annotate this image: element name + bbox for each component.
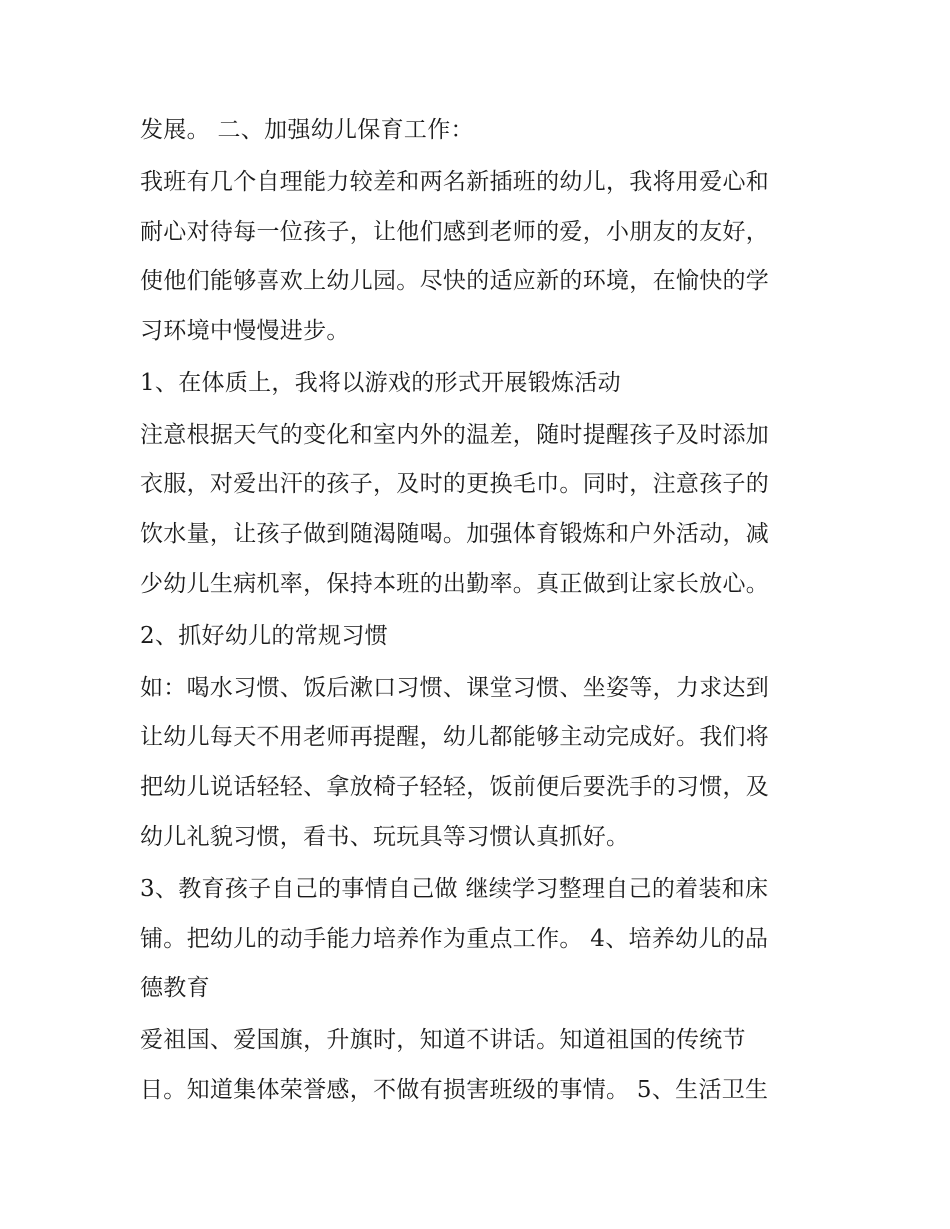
text-line: 2、抓好幼儿的常规习惯 <box>140 623 388 649</box>
text-line: 少幼儿生病机率，保持本班的出勤率。真正做到让家长放心。 <box>140 571 770 597</box>
text-line: 幼儿礼貌习惯，看书、玩玩具等习惯认真抓好。 <box>140 824 630 850</box>
text-line: 耐心对待每一位孩子，让他们感到老师的爱，小朋友的友好， <box>140 219 770 245</box>
text-line: 德教育 <box>140 975 210 1001</box>
text-line: 日。知道集体荣誉感，不做有损害班级的事情。 5、生活卫生 <box>140 1077 769 1103</box>
text-line: 注意根据天气的变化和室内外的温差，随时提醒孩子及时添加 <box>140 422 770 448</box>
text-line: 3、教育孩子自己的事情自己做 继续学习整理自己的着装和床 <box>140 876 769 902</box>
text-line: 1、在体质上，我将以游戏的形式开展锻炼活动 <box>140 370 621 396</box>
text-line: 发展。 二、加强幼儿保育工作： <box>140 117 474 143</box>
text-line: 如：喝水习惯、饭后漱口习惯、课堂习惯、坐姿等，力求达到 <box>140 675 770 701</box>
text-line: 衣服，对爱出汗的孩子，及时的更换毛巾。同时，注意孩子的 <box>140 471 770 497</box>
text-line: 饮水量，让孩子做到随渴随喝。加强体育锻炼和户外活动，减 <box>140 521 770 547</box>
text-line: 爱祖国、爱国旗，升旗时，知道不讲话。知道祖国的传统节 <box>140 1027 746 1053</box>
text-line: 让幼儿每天不用老师再提醒，幼儿都能够主动完成好。我们将 <box>140 724 770 750</box>
text-line: 习环境中慢慢进步。 <box>140 318 350 344</box>
text-line: 铺。把幼儿的动手能力培养作为重点工作。 4、培养幼儿的品 <box>140 926 769 952</box>
text-line: 把幼儿说话轻轻、拿放椅子轻轻，饭前便后要洗手的习惯，及 <box>140 774 770 800</box>
text-line: 使他们能够喜欢上幼儿园。尽快的适应新的环境，在愉快的学 <box>140 268 770 294</box>
text-line: 我班有几个自理能力较差和两名新插班的幼儿，我将用爱心和 <box>140 169 770 195</box>
